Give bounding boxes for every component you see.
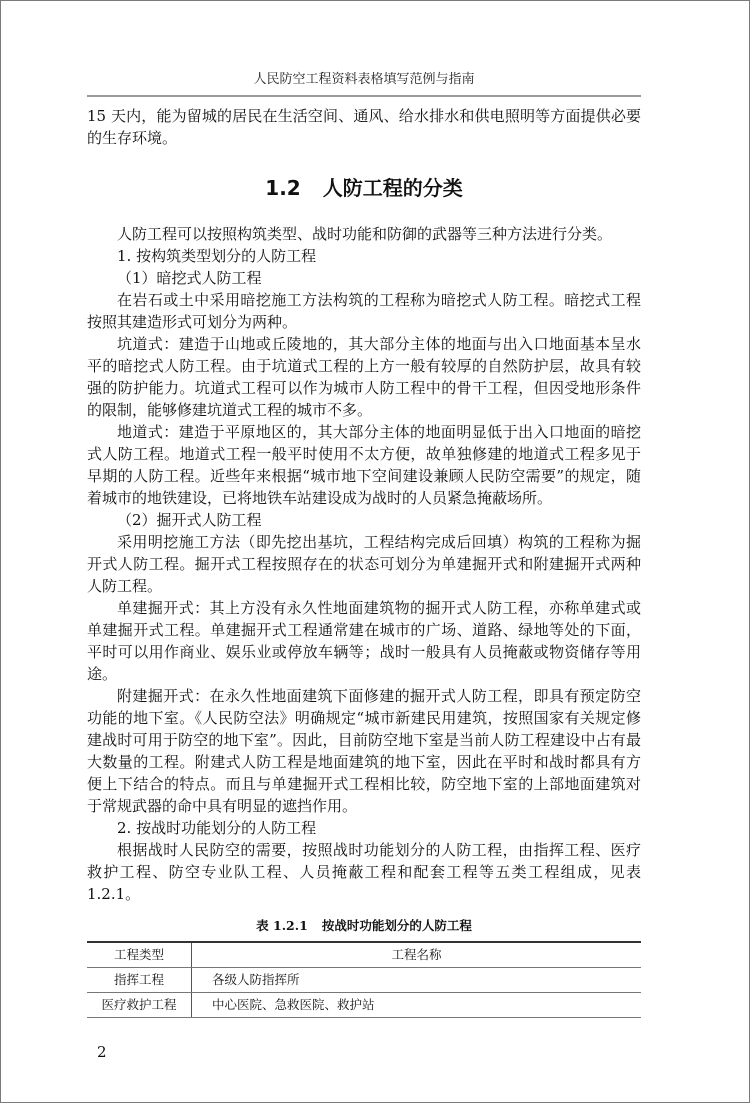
section-title: 人防工程的分类 [322, 176, 463, 200]
continuation-paragraph: 15 天内，能为留城的居民在生活空间、通风、给水排水和供电照明等方面提供必要的生存环境。 [87, 107, 641, 147]
subheading-construction-type: 1. 按构筑类型划分的人防工程 [117, 247, 317, 265]
table-caption [87, 917, 641, 935]
paragraph-open-definition: 采用明挖施工方法（即先挖出基坑，工程结构完成后回填）构筑的工程称为掘开式人防工程。掘开式工程按照存在的状态可划分为单建掘开式和附建掘开式两种人防工程。 [87, 533, 641, 595]
paragraph-concealed-definition: 在岩石或土中采用暗挖施工方法构筑的工程称为暗挖式人防工程。暗挖式工程按照其建造形式可划分为两种。 [87, 291, 641, 331]
section-number: 1.2 [265, 176, 301, 200]
subheading-concealed-excavation: （1）暗挖式人防工程 [117, 269, 262, 287]
page-number: 2 [97, 1043, 107, 1061]
subheading-wartime-function: 2. 按战时功能划分的人防工程 [117, 819, 317, 837]
subheading-open-excavation: （2）掘开式人防工程 [117, 511, 262, 529]
table-title: 按战时功能划分的人防工程 [321, 918, 472, 933]
running-header: 人民防空工程资料表格填写范例与指南 [253, 72, 475, 87]
table-header-row [87, 942, 641, 968]
header-cell-name: 工程名称 [192, 942, 642, 968]
paragraph-attached-open: 附建掘开式：在永久性地面建筑下面修建的掘开式人防工程，即具有预定防空功能的地下室。《人民防空法》明确规定“城市新建民用建筑，按照国家有关规定修建战时可用于防空的地下室”。因此，目前防空地下室是当前人防工程建设中占有最大数量的工程。附建式人防工程是地面建筑的地下室，因此在平时和战时都具有方便上下结合的特点。而且与单建掘开式工程相比较，防空地下室的上部地面建筑对于常规武器的命中具有明显的遮挡作用。 [87, 687, 641, 815]
cell-name: 各级人防指挥所 [192, 968, 642, 993]
main-text [87, 223, 641, 905]
paragraph-tunnel-type: 坑道式：建造于山地或丘陵地的，其大部分主体的地面与出入口地面基本呈水平的暗挖式人防工程。由于坑道式工程的上方一般有较厚的自然防护层，故具有较强的防护能力。坑道式工程可以作为城市人防工程中的骨干工程，但因受地形条件的限制，能够修建坑道式工程的城市不多。 [87, 335, 641, 419]
cell-name: 中心医院、急救医院、救护站 [192, 993, 642, 1018]
function-table [87, 941, 641, 1018]
cell-type: 医疗救护工程 [87, 993, 192, 1018]
paragraph-underground-passage-type: 地道式：建造于平原地区的，其大部分主体的地面明显低于出入口地面的暗挖式人防工程。地道式工程一般平时使用不太方便，故单独修建的地道式工程多见于早期的人防工程。近些年来根据“城市地下空间建设兼顾人民防空需要”的规定，随着城市的地铁建设，已将地铁车站建设成为战时的人员紧急掩蔽场所。 [87, 423, 641, 507]
header-cell-type: 工程类型 [87, 942, 192, 968]
continuation-block [87, 105, 641, 149]
table-row [87, 993, 641, 1018]
cell-type: 指挥工程 [87, 968, 192, 993]
paragraph-wartime-function: 根据战时人民防空的需要，按照战时功能划分的人防工程，由指挥工程、医疗救护工程、防空专业队工程、人员掩蔽工程和配套工程等五类工程组成，见表 1.2.1。 [87, 841, 641, 903]
table-row [87, 968, 641, 993]
section-heading [87, 175, 641, 201]
table-number: 表 1.2.1 [256, 918, 308, 933]
header-rule [87, 95, 641, 97]
paragraph-standalone-open: 单建掘开式：其上方没有永久性地面建筑物的掘开式人防工程，亦称单建式或单建掘开式工程。单建掘开式工程通常建在城市的广场、道路、绿地等处的下面，平时可以用作商业、娱乐业或停放车辆等；战时一般具有人员掩蔽或物资储存等用途。 [87, 599, 641, 683]
intro-paragraph: 人防工程可以按照构筑类型、战时功能和防御的武器等三种方法进行分类。 [117, 225, 613, 243]
